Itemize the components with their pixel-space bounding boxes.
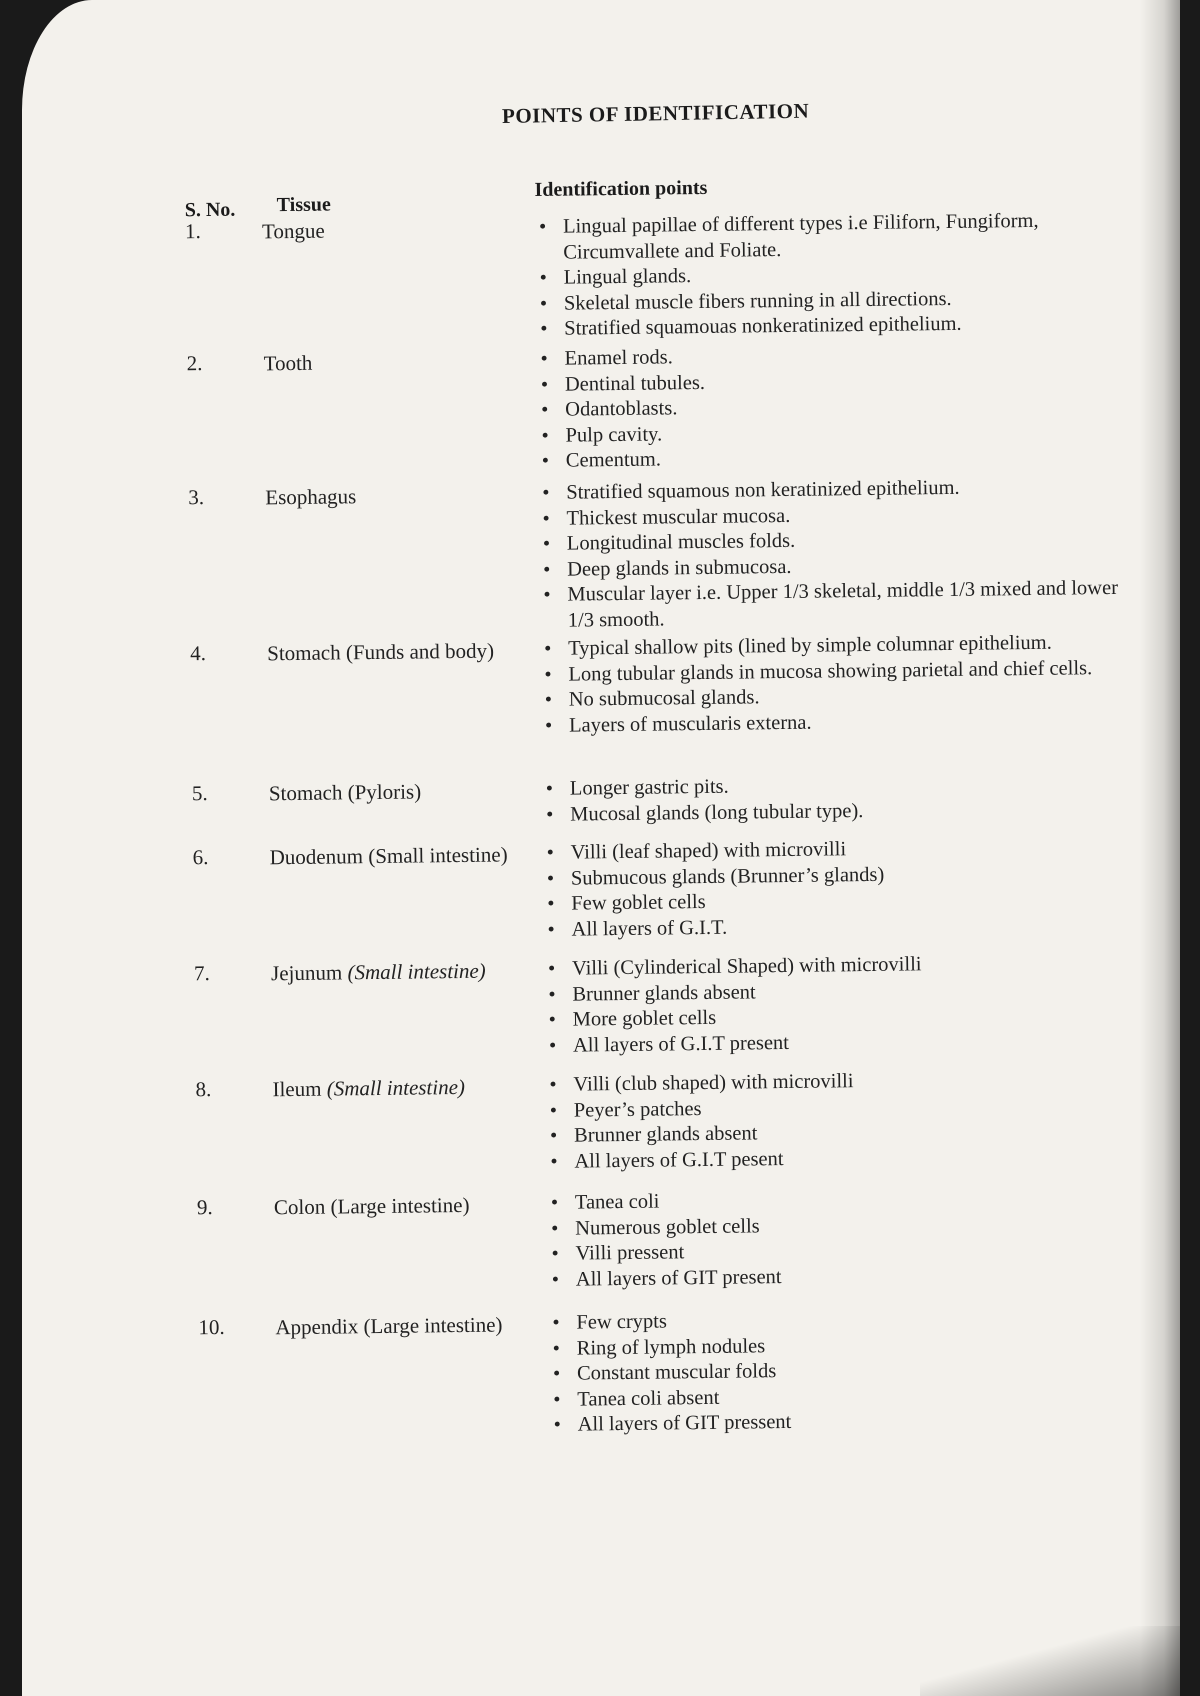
- table-row: [25, 1065, 1180, 1173]
- header-tissue: Tissue: [276, 193, 331, 217]
- tissue-label: Stomach (Pyloris): [268, 779, 422, 806]
- row-number: 5.: [191, 781, 208, 806]
- list-item: • Villi pressent: [547, 1235, 1147, 1268]
- identification-points-list: [548, 1304, 1150, 1439]
- tissue-name: [275, 1311, 555, 1340]
- list-item: • Muscular layer i.e. Upper 1/3 skeletal, middle 1/3 mixed and lower 1/3 smooth.: [539, 576, 1140, 634]
- table-row: [23, 833, 1180, 941]
- list-item: • Tanea coli: [547, 1184, 1147, 1217]
- identification-points-list: [538, 474, 1140, 634]
- tissue-name: [274, 1191, 554, 1220]
- list-item: • Odantoblasts.: [537, 391, 1137, 424]
- table-row: [27, 1183, 1180, 1291]
- list-item: • Longitudinal muscles folds.: [539, 525, 1139, 558]
- tissue-name: [272, 1073, 552, 1102]
- row-number: 4.: [190, 641, 207, 666]
- list-item: • Skeletal muscle fibers running in all directions.: [536, 284, 1136, 317]
- list-item: • More goblet cells: [545, 1001, 1145, 1034]
- list-item: • All layers of G.I.T pesent: [546, 1142, 1146, 1175]
- list-item: • Longer gastric pits.: [542, 770, 1142, 803]
- tissue-note: (Small intestine): [347, 958, 486, 985]
- row-number: 7.: [193, 961, 210, 986]
- list-item: • Lingual glands.: [535, 259, 1135, 292]
- identification-table: [22, 0, 1180, 1696]
- list-item: • Villi (Cylinderical Shaped) with microvilli: [544, 950, 1144, 983]
- tissue-label: Tooth: [263, 350, 313, 376]
- list-item: • Ring of lymph nodules: [549, 1329, 1149, 1362]
- tissue-label: Tongue: [261, 218, 325, 244]
- list-item: • Enamel rods.: [536, 340, 1136, 373]
- table-row: [24, 949, 1180, 1057]
- list-item: • Layers of muscularis externa.: [541, 706, 1141, 739]
- page-title: POINTS OF IDENTIFICATION: [501, 98, 810, 128]
- list-item: • Submucous glands (Brunner’s glands): [543, 859, 1143, 892]
- row-number: 3.: [188, 485, 205, 510]
- list-item: • Brunner glands absent: [546, 1117, 1146, 1150]
- list-item: • All layers of G.I.T present: [545, 1026, 1145, 1059]
- tissue-label: Colon (Large intestine): [273, 1192, 470, 1220]
- table-row: [28, 1303, 1180, 1436]
- identification-points-list: [542, 834, 1143, 943]
- identification-points-list: [544, 950, 1145, 1059]
- tissue-name: [271, 957, 551, 986]
- list-item: • Villi (leaf shaped) with microvilli: [542, 834, 1142, 867]
- list-item: • Cementum.: [538, 442, 1138, 475]
- list-item: • Brunner glands absent: [544, 975, 1144, 1008]
- row-number: 9.: [196, 1195, 213, 1220]
- list-item: • Long tubular glands in mucosa showing parietal and chief cells.: [540, 655, 1140, 688]
- list-item: • Stratified squamous non keratinized epithelium.: [538, 474, 1138, 507]
- list-item: • Villi (club shaped) with microvilli: [545, 1066, 1145, 1099]
- header-identification-points: Identification points: [534, 176, 708, 202]
- tissue-name: [269, 777, 549, 806]
- tissue-label: Ileum: [272, 1076, 322, 1102]
- list-item: • Lingual papillae of different types i.e Filiforn, Fungiform, Circumvallete and Foliate.: [535, 208, 1136, 266]
- row-number: 8.: [195, 1077, 212, 1102]
- list-item: • Few goblet cells: [543, 885, 1143, 918]
- tissue-name: [265, 481, 545, 510]
- tissue-label: Duodenum (Small intestine): [269, 842, 508, 870]
- list-item: • Peyer’s patches: [546, 1091, 1146, 1124]
- identification-points-list: [547, 1184, 1148, 1293]
- document-page: [22, 0, 1180, 1696]
- row-number: 2.: [186, 351, 203, 376]
- list-item: • Dentinal tubules.: [537, 365, 1137, 398]
- list-item: • Thickest muscular mucosa.: [538, 499, 1138, 532]
- tissue-label: Appendix (Large intestine): [275, 1312, 503, 1340]
- list-item: • Tanea coli absent: [549, 1380, 1149, 1413]
- tissue-label: Jejunum: [270, 960, 343, 986]
- list-item: • All layers of GIT pressent: [549, 1406, 1149, 1439]
- header-sno: S. No.: [184, 198, 236, 222]
- list-item: • Mucosal glands (long tubular type).: [542, 795, 1142, 828]
- identification-points-list: [535, 208, 1137, 343]
- tissue-name: [263, 347, 543, 376]
- tissue-label: Stomach (Funds and body): [267, 638, 495, 666]
- list-item: • Deep glands in submucosa.: [539, 550, 1139, 583]
- identification-points-list: [536, 340, 1138, 475]
- list-item: • Stratified squamouas nonkeratinized epithelium.: [536, 310, 1136, 343]
- tissue-label: Esophagus: [265, 484, 357, 510]
- table-row: [22, 473, 1176, 632]
- row-number: 10.: [198, 1314, 225, 1340]
- list-item: • Pulp cavity.: [537, 416, 1137, 449]
- row-number: 1.: [184, 219, 201, 244]
- identification-points-list: [545, 1066, 1146, 1175]
- row-number: 6.: [192, 845, 209, 870]
- list-item: • Constant muscular folds: [549, 1355, 1149, 1388]
- identification-points-list: [542, 770, 1143, 828]
- list-item: • All layers of G.I.T.: [543, 910, 1143, 943]
- table-row: [22, 769, 1180, 826]
- identification-points-list: [540, 630, 1141, 739]
- list-item: • Numerous goblet cells: [547, 1209, 1147, 1242]
- tissue-note: (Small intestine): [326, 1074, 466, 1101]
- tissue-name: [262, 215, 542, 244]
- list-item: • No submucosal glands.: [541, 681, 1141, 714]
- list-item: • All layers of GIT present: [548, 1260, 1148, 1293]
- tissue-name: [267, 637, 547, 666]
- list-item: • Typical shallow pits (lined by simple columnar epithelium.: [540, 630, 1140, 663]
- tissue-name: [270, 841, 550, 870]
- list-item: • Few crypts: [548, 1304, 1148, 1337]
